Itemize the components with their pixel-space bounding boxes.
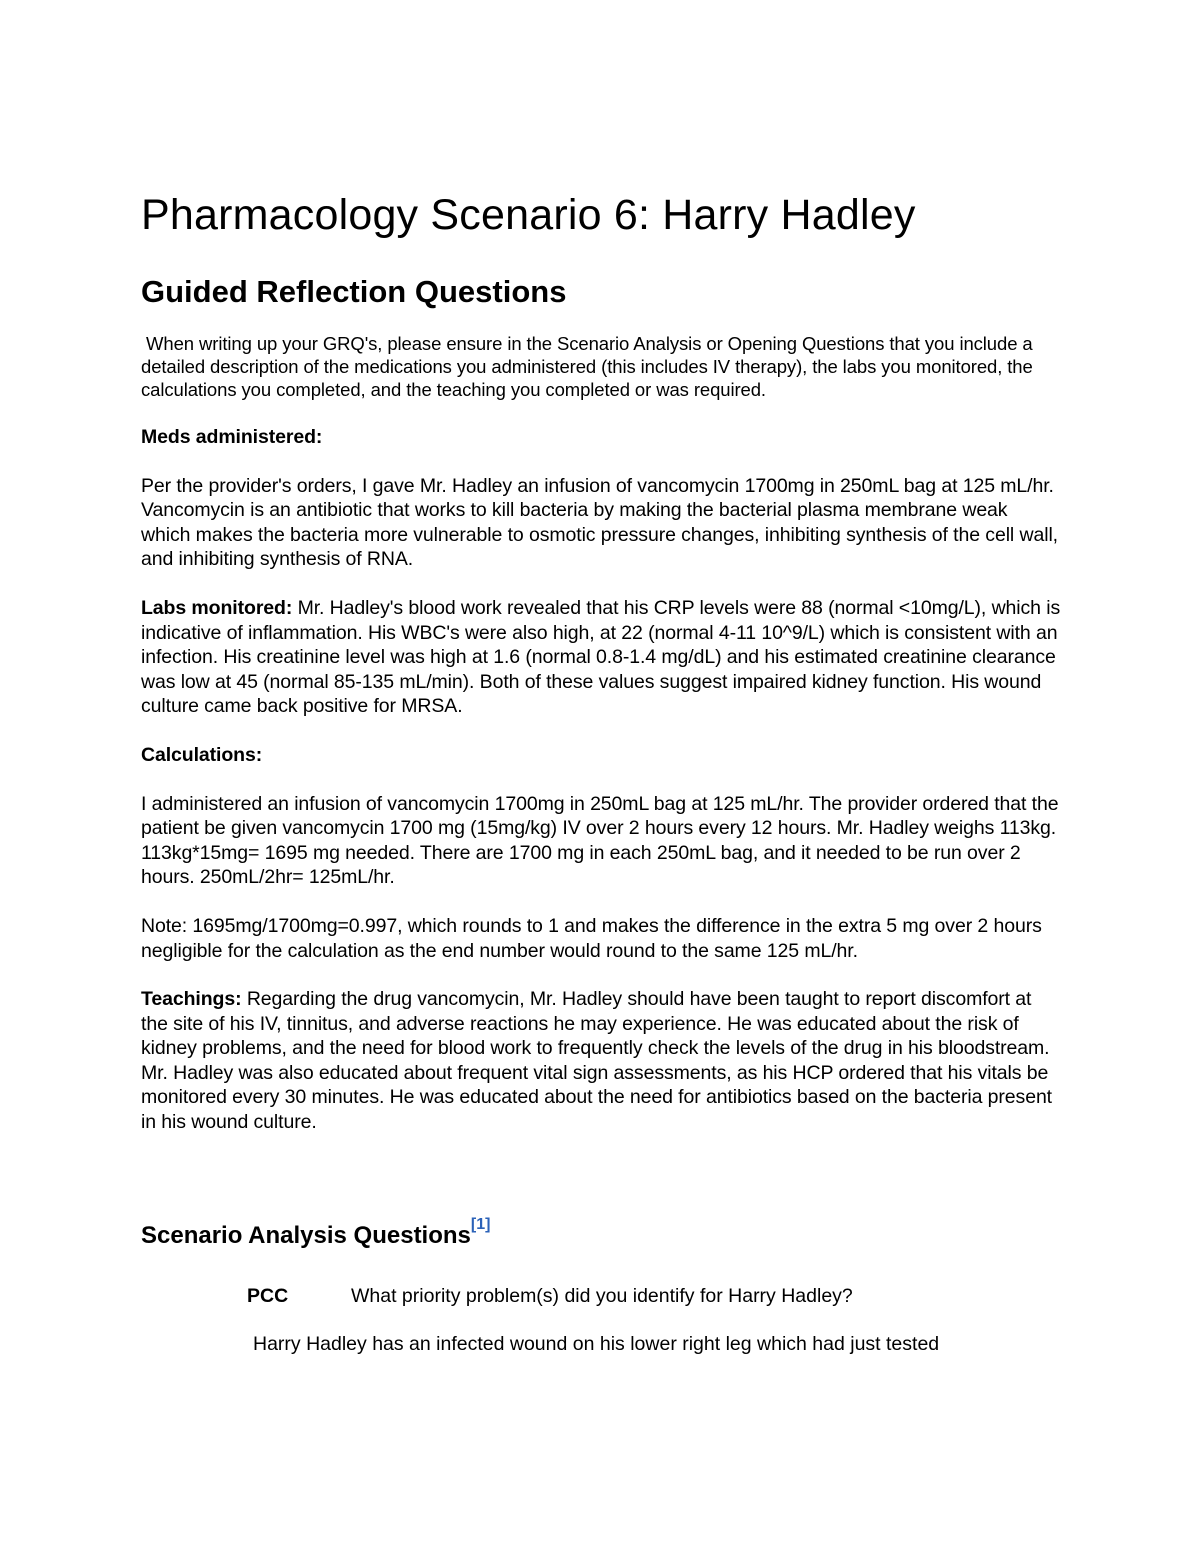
pcc-answer: Harry Hadley has an infected wound on his lower right leg which had just tested xyxy=(253,1332,940,1355)
calculations-paragraph: I administered an infusion of vancomycin 1700mg in 250mL bag at 125 mL/hr. The provider ordered that the patient be given vancomycin 1700 mg (15mg/kg) IV over 2 hours every 12 hours. Mr. Hadley weighs 113kg. 113kg*15mg= 1695 mg needed. There are 1700 mg in each 250mL bag, and it needed to be run over 2 hours. 250mL/2hr= 125mL/hr. xyxy=(141,792,1059,889)
document-title: Pharmacology Scenario 6: Harry Hadley xyxy=(141,191,916,239)
intro-text: When writing up your GRQ's, please ensure in the Scenario Analysis or Opening Questions that you include a detailed description of the medications you administered (this includes IV therapy), the labs you monitored, the calculations you completed, and the teaching you completed or was required. xyxy=(141,333,1033,400)
document-body xyxy=(141,186,1061,1356)
section-heading: Guided Reflection Questions xyxy=(141,274,567,309)
intro-paragraph xyxy=(141,332,1061,401)
teachings-label: Teachings: xyxy=(141,988,242,1011)
footnote-ref-link[interactable]: [1] xyxy=(470,1215,491,1233)
calculations-label-text: Calculations: xyxy=(141,743,263,766)
meds-paragraph: Per the provider's orders, I gave Mr. Hadley an infusion of vancomycin 1700mg in 250mL bag at 125 mL/hr. Vancomycin is an antibiotic that works to kill bacteria by making the bacterial plasma membrane weak which makes the bacteria more vulnerable to osmotic pressure changes, inhibiting synthesis of the cell wall, and inhibiting synthesis of RNA. xyxy=(141,474,1058,571)
scenario-analysis-heading xyxy=(141,1209,1061,1252)
meds-label-text: Meds administered: xyxy=(141,426,323,448)
meds-label xyxy=(141,425,1061,450)
pcc-tag: PCC xyxy=(247,1284,289,1307)
calculations-note: Note: 1695mg/1700mg=0.997, which rounds to 1 and makes the difference in the extra 5 mg over 2 hours negligible for the calculation as the end number would round to the same 125 mL/hr. xyxy=(141,914,1042,962)
teachings-paragraph xyxy=(141,987,1061,1135)
scenario-analysis-heading-text: Scenario Analysis Questions xyxy=(141,1221,471,1249)
calculations-label xyxy=(141,743,1061,768)
teachings-text: Regarding the drug vancomycin, Mr. Hadley should have been taught to report discomfort at the site of his IV, tinnitus, and adverse reactions he may experience. He was educated about the risk of kidney problems, and the need for blood work to frequently check the levels of the drug in his bloodstream. Mr. Hadley was also educated about frequent vital sign assessments, as his HCP ordered that his vitals be monitored every 30 minutes. He was educated about the need for antibiotics based on the bacteria present in his wound culture. xyxy=(141,988,1053,1134)
labs-paragraph xyxy=(141,596,1061,719)
labs-label: Labs monitored: xyxy=(141,596,293,619)
labs-text: Mr. Hadley's blood work revealed that his CRP levels were 88 (normal <10mg/L), which is indicative of inflammation. His WBC's were also high, at 22 (normal 4-11 10^9/L) which is consistent with an infection. His creatinine level was high at 1.6 (normal 0.8-1.4 mg/dL) and his estimated creatinine clearance was low at 45 (normal 85-135 mL/min). Both of these values suggest impaired kidney function. His wound culture came back positive for MRSA. xyxy=(141,596,1061,718)
pcc-question-row xyxy=(247,1284,1061,1308)
pcc-question: What priority problem(s) did you identify for Harry Hadley? xyxy=(351,1284,853,1307)
